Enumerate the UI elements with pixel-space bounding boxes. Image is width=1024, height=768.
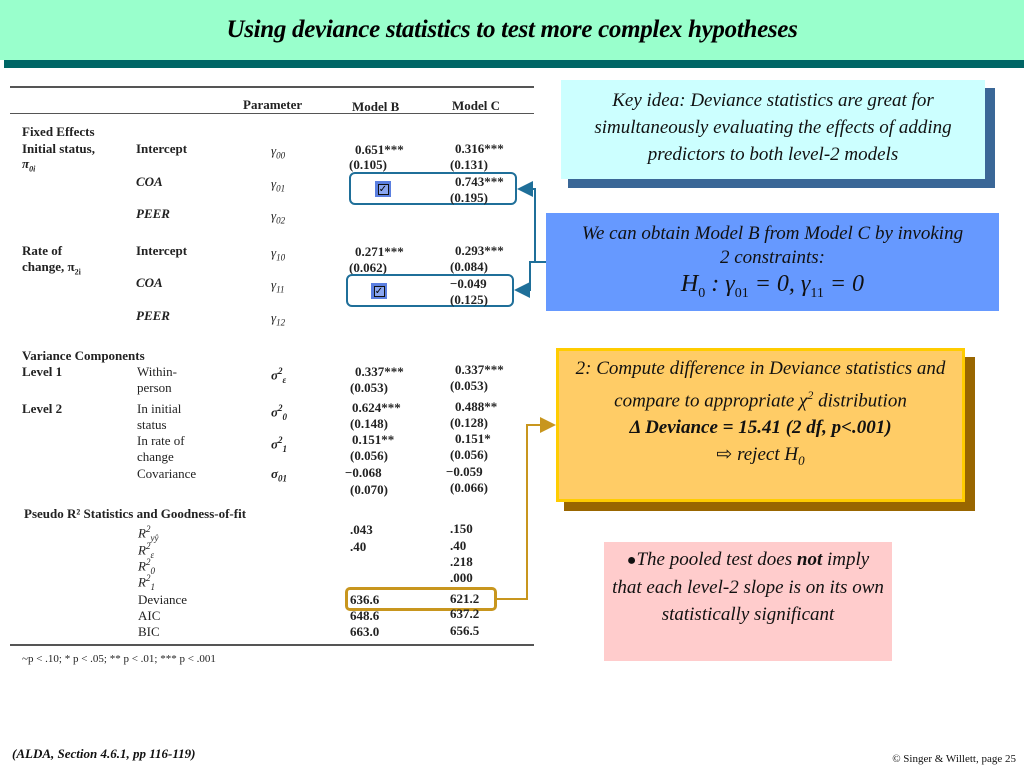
- predictor-intercept: Intercept: [136, 141, 188, 156]
- model-c-value: 621.2: [450, 591, 480, 606]
- model-b-value: 648.6: [350, 608, 380, 623]
- bomb-icon: ●: [626, 552, 637, 569]
- model-c-value: .218: [450, 554, 473, 569]
- model-b-value: 0.337***: [355, 364, 404, 379]
- model-b-value: 0.271***: [355, 244, 404, 259]
- model-c-value: 0.151*: [455, 431, 491, 446]
- model-c-value: 0.337***: [455, 362, 504, 377]
- level-2-label: Level 2: [22, 401, 63, 416]
- model-b-value: 0.151**: [352, 432, 395, 447]
- section-fixed-effects: Fixed Effects: [22, 124, 95, 139]
- stat-r2-yyhat: $R^2_{yŷ}$: [138, 524, 159, 543]
- header-parameter: Parameter: [243, 97, 303, 112]
- param-gamma02: $\gamma_{02}$: [271, 208, 286, 226]
- predictor-intercept: Intercept: [136, 243, 188, 258]
- vc-label: status: [137, 417, 167, 432]
- rate-of-change-label: Rate of: [22, 243, 63, 258]
- initial-status-label: Initial status,: [22, 141, 95, 156]
- param-gamma00: $\gamma_{00}$: [271, 143, 286, 161]
- level-1-label: Level 1: [22, 364, 63, 379]
- model-b-se: (0.070): [350, 482, 388, 497]
- checkbox-icon: ✓: [371, 283, 387, 299]
- model-b-se: (0.062): [349, 260, 387, 275]
- deviance-callout: [556, 348, 965, 502]
- model-c-value: 0.743***: [455, 174, 504, 189]
- model-c-se: (0.128): [450, 415, 488, 430]
- section-variance-components: Variance Components: [22, 348, 145, 363]
- predictor-peer: PEER: [136, 206, 170, 221]
- model-c-se: (0.195): [450, 190, 488, 205]
- citation: (ALDA, Section 4.6.1, pp 116-119): [12, 746, 196, 761]
- model-b-se: (0.105): [349, 157, 387, 172]
- model-c-value: 0.316***: [455, 141, 504, 156]
- vc-label: Within-: [137, 364, 177, 379]
- slide-title: Using deviance statistics to test more complex hypotheses: [226, 16, 798, 43]
- header-model-c: Model C: [452, 98, 501, 113]
- checkbox-icon: ✓: [375, 181, 391, 197]
- param-gamma12: $\gamma_{12}$: [271, 310, 286, 328]
- model-c-value: .40: [450, 538, 467, 553]
- param-sigma-1: $\sigma^2_1$: [271, 435, 288, 454]
- param-gamma01: $\gamma_{01}$: [271, 176, 286, 194]
- deviance-instruction: 2: Compute difference in Deviance statistics and compare to appropriate $\chi^2$ distribution: [575, 358, 946, 412]
- table-footnote: ~p < .10; * p < .05; ** p < .01; *** p < .001: [22, 653, 216, 665]
- param-sigma-0: $\sigma^2_0$: [271, 403, 288, 422]
- stat-aic: AIC: [138, 608, 161, 623]
- stat-r2-0: $R^2_0$: [138, 557, 155, 576]
- model-b-value: 0.651***: [355, 142, 404, 157]
- model-c-se: (0.066): [450, 480, 488, 495]
- model-b-se: (0.053): [350, 380, 388, 395]
- predictor-coa: COA: [136, 275, 163, 290]
- param-sigma-e: $\sigma^2_\varepsilon$: [271, 366, 287, 385]
- model-b-value: .40: [350, 539, 367, 554]
- param-sigma-01: $\sigma_{01}$: [271, 466, 288, 484]
- predictor-coa: COA: [136, 174, 163, 189]
- model-b-value: −0.068: [345, 465, 382, 480]
- model-c-se: (0.125): [450, 292, 488, 307]
- stat-bic: BIC: [138, 624, 160, 639]
- deviance-result: Δ Deviance = 15.41 (2 df, p<.001): [629, 417, 892, 439]
- model-c-value: .150: [450, 521, 473, 536]
- model-b-value: 663.0: [350, 624, 380, 639]
- vc-label: change: [137, 449, 174, 464]
- model-b-se: (0.148): [350, 416, 388, 431]
- deviance-conclusion: ⇨ reject $H_0$: [716, 444, 805, 469]
- model-c-value: 656.5: [450, 623, 480, 638]
- param-gamma11: $\gamma_{11}$: [271, 277, 285, 295]
- stat-deviance: Deviance: [138, 592, 188, 607]
- section-goodness-of-fit: Pseudo R² Statistics and Goodness-of-fit: [24, 506, 247, 521]
- model-c-value: 0.488**: [455, 399, 498, 414]
- header-model-b: Model B: [352, 99, 400, 114]
- vc-label: person: [137, 380, 172, 395]
- model-b-se: (0.056): [350, 448, 388, 463]
- pooled-test-caution: ●The pooled test does not imply that each level-2 slope is on its own statistically significant: [604, 542, 892, 661]
- param-gamma10: $\gamma_{10}$: [271, 245, 286, 263]
- null-hypothesis-equation: $H_0$ : $\gamma_{01} = 0$, $\gamma_{11} = 0$: [680, 271, 865, 301]
- constraint-text: We can obtain Model B from Model C by invoking 2 constraints:: [581, 223, 964, 268]
- model-b-value: 0.624***: [352, 400, 401, 415]
- initial-status-symbol: $\pi_{0i}$: [22, 156, 36, 174]
- rate-of-change-symbol: change, $\pi_{2i}$: [22, 259, 81, 277]
- model-c-se: (0.084): [450, 259, 488, 274]
- model-b-value: 636.6: [350, 592, 380, 607]
- model-c-value: 637.2: [450, 606, 480, 621]
- copyright: © Singer & Willett, page 25: [892, 753, 1016, 765]
- vc-label: In rate of: [137, 433, 185, 448]
- model-c-value: .000: [450, 570, 473, 585]
- model-c-se: (0.056): [450, 447, 488, 462]
- model-c-value: 0.293***: [455, 243, 504, 258]
- model-constraint-callout: [546, 213, 999, 311]
- model-b-value: .043: [350, 522, 373, 537]
- model-c-value: −0.059: [446, 464, 483, 479]
- stat-r2-1: $R^2_1$: [138, 573, 155, 592]
- model-c-se: (0.053): [450, 378, 488, 393]
- vc-label: In initial: [137, 401, 182, 416]
- arrow-right-icon: ⇨: [716, 444, 733, 466]
- stat-r2-e: $R^2_\varepsilon$: [138, 541, 154, 560]
- model-c-se: (0.131): [450, 157, 488, 172]
- model-c-value: −0.049: [450, 276, 487, 291]
- key-idea-callout: Key idea: Deviance statistics are great for simultaneously evaluating the effects of adding predictors to both level-2 models: [561, 80, 985, 179]
- predictor-peer: PEER: [136, 308, 170, 323]
- vc-label: Covariance: [137, 466, 197, 481]
